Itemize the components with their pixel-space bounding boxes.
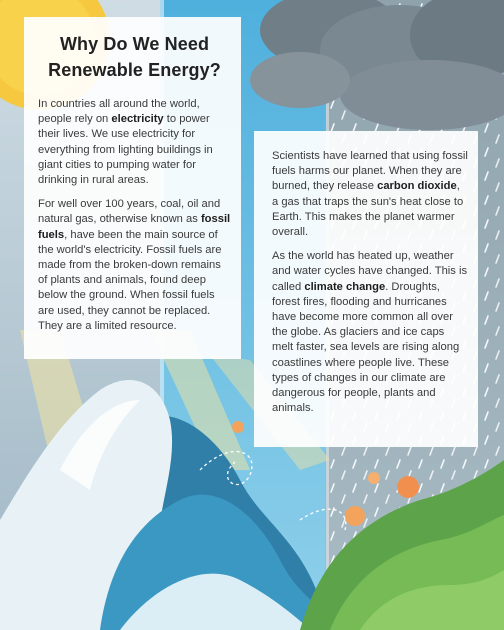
text-panel-left [24,17,241,359]
term-carbon-dioxide: carbon dioxide [377,180,457,193]
title-line-2: Renewable Energy? [48,60,221,80]
paragraph-climate-change: As the world has heated up, weather and water cycles have changed. This is called climate change. Droughts, forest fires, flooding and hurricanes have become more common all over the globe. As glaciers and ice caps melt faster, sea levels are rising along coastlines where people live. These types of changes in our climate are dangerous for people, plants and animals. [272,250,468,415]
term-electricity: electricity [111,113,164,126]
text-panel-right [254,131,478,447]
paragraph-electricity: In countries all around the world, people rely on electricity to power their lives. We use electricity for everything from lighting buildings in giant cities to pumping water for drinking in rural areas. [38,98,213,187]
term-fossil-fuels: fossil fuels [38,213,231,241]
paragraph-carbon-dioxide: Scientists have learned that using fossil fuels harms our planet. When they are burned, they release carbon dioxide, a gas that traps the sun's heat close to Earth. This makes the planet warmer overall. [272,150,468,239]
page-title [38,31,231,83]
term-climate-change: climate change [304,280,386,293]
title-line-1: Why Do We Need [59,34,210,54]
paragraph-fossil-fuels: For well over 100 years, coal, oil and natural gas, otherwise known as fossil fuels, have been the main source of the world's electricity. Fossil fuels are made from the broken-down remains of plants and animals, found deep below the ground. When fossil fuels are used, they cannot be replaced. They are a limited resource. [38,198,231,332]
